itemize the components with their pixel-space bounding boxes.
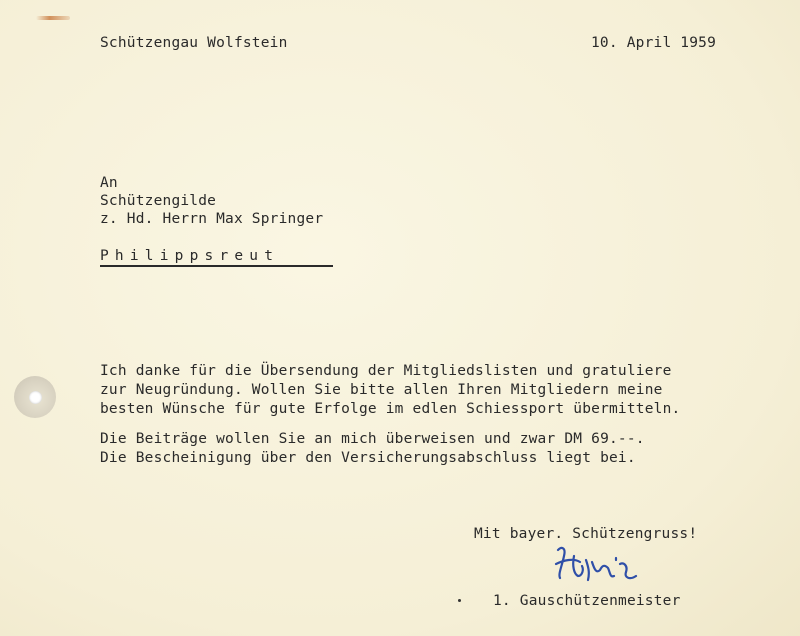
letter-date: 10. April 1959 bbox=[591, 35, 717, 51]
closing-line: Mit bayer. Schützengruss! bbox=[474, 526, 698, 542]
signer-title: 1. Gauschützenmeister bbox=[493, 593, 681, 609]
place-heading: Philippsreut bbox=[100, 248, 280, 264]
recipient-line-2: Schützengilde bbox=[100, 193, 217, 209]
body-line-3: besten Wünsche für gute Erfolge im edlen Schiessport übermitteln. bbox=[100, 401, 681, 417]
body-line-2: zur Neugründung. Wollen Sie bitte allen Ihren Mitgliedern meine bbox=[100, 382, 663, 398]
body-line-4: Die Beiträge wollen Sie an mich überweisen und zwar DM 69.--. bbox=[100, 431, 645, 447]
sender-line: Schützengau Wolfstein bbox=[100, 35, 288, 51]
recipient-line-1: An bbox=[100, 175, 118, 191]
punch-hole bbox=[14, 376, 56, 418]
recipient-line-3: z. Hd. Herrn Max Springer bbox=[100, 211, 324, 227]
body-line-1: Ich danke für die Übersendung der Mitgliedslisten und gratuliere bbox=[100, 363, 672, 379]
place-underline bbox=[100, 265, 333, 267]
corner-mark bbox=[36, 16, 70, 20]
handwritten-signature-icon bbox=[552, 540, 652, 588]
ink-dot bbox=[458, 599, 461, 602]
body-line-5: Die Bescheinigung über den Versicherungsabschluss liegt bei. bbox=[100, 450, 636, 466]
